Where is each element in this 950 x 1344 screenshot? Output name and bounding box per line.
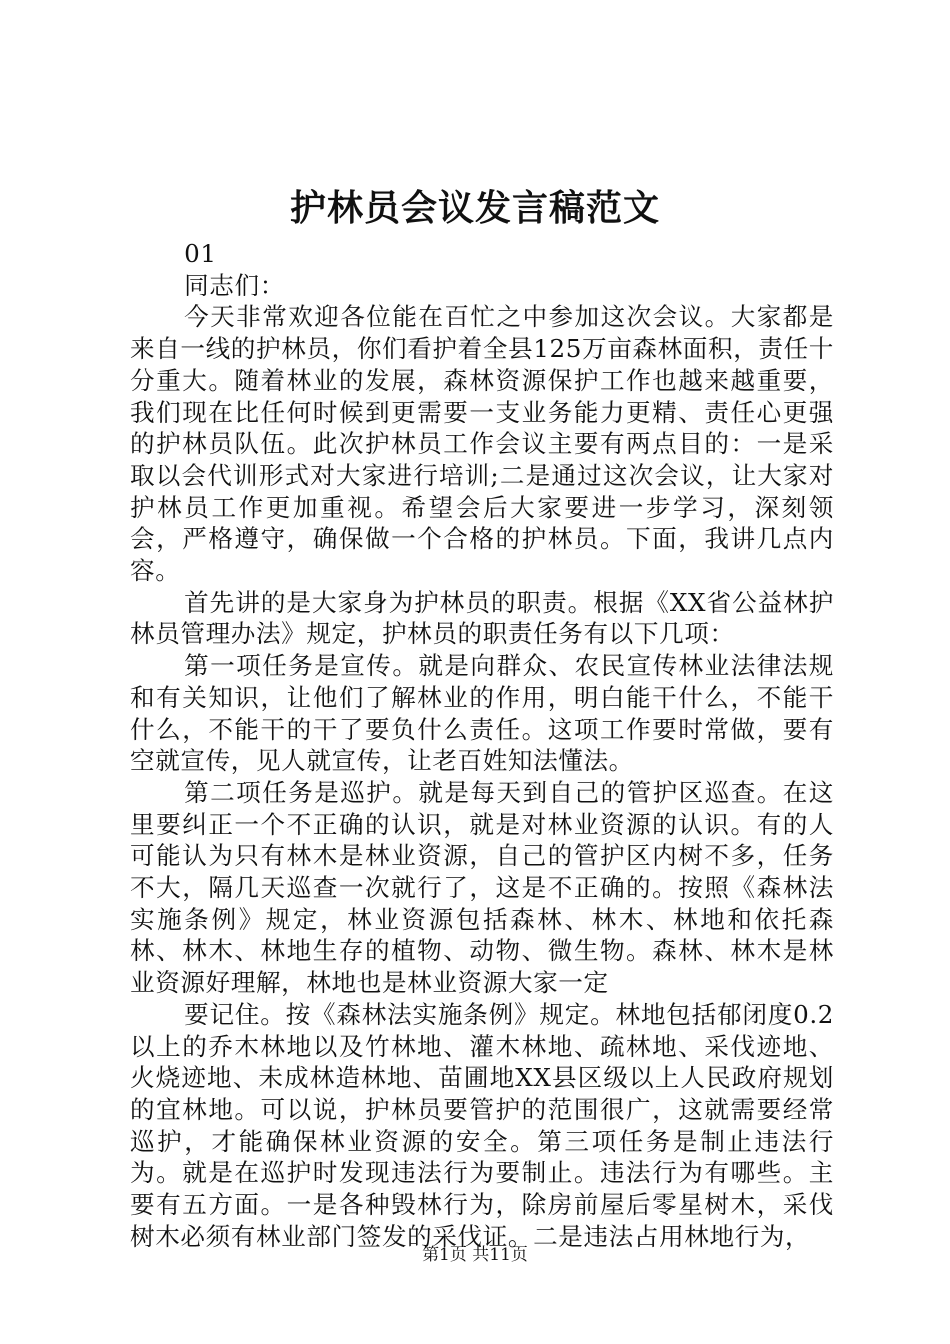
paragraph-4: 第二项任务是巡护。就是每天到自己的管护区巡查。在这里要纠正一个不正确的认识，就是对林业资源的认识。有的人可能认为只有林木是林业资源，自己的管护区内树不多，任务不大，隔几天巡查一次就行了，这是不正确的。按照《森林法实施条例》规定，林业资源包括森林、林木、林地和依托森林、林木、林地生存的植物、动物、微生物。森林、林木是林业资源好理解，林地也是林业资源大家一定 [130,777,834,998]
document-title: 护林员会议发言稿范文 [289,187,660,229]
paragraph-1: 今天非常欢迎各位能在百忙之中参加这次会议。大家都是来自一线的护林员，你们看护着全县125万亩森林面积，责任十分重大。随着林业的发展，森林资源保护工作也越来越重要，我们现在比任何时候到更需要一支业务能力更精、责任心更强的护林员队伍。此次护林员工作会议主要有两点目的：一是采取以会代训形式对大家进行培训;二是通过这次会议，让大家对护林员工作更加重视。希望会后大家要进一步学习，深刻领会，严格遵守，确保做一个合格的护林员。下面，我讲几点内容。 [130,302,834,586]
page-footer: 第1页 共11页 [422,1245,528,1265]
paragraph-5: 要记住。按《森林法实施条例》规定。林地包括郁闭度0.2以上的乔木林地以及竹林地、灌木林地、疏林地、采伐迹地、火烧迹地、未成林造林地、苗圃地XX县区级以上人民政府规划的宜林地。可以说，护林员要管护的范围很广，这就需要经常巡护，才能确保林业资源的安全。第三项任务是制止违法行为。就是在巡护时发现违法行为要制止。违法行为有哪些。主要有五方面。一是各种毁林行为，除房前屋后零星树木，采伐树木必须有林业部门签发的采伐证。二是违法占用林地行为， [130,999,834,1251]
paragraph-2: 首先讲的是大家身为护林员的职责。根据《XX省公益林护林员管理办法》规定，护林员的职责任务有以下几项： [130,587,834,649]
salutation: 同志们： [184,270,285,300]
section-number: 01 [184,239,217,268]
document-body [130,238,834,1253]
paragraph-3: 第一项任务是宣传。就是向群众、农民宣传林业法律法规和有关知识，让他们了解林业的作用，明白能干什么，不能干什么，不能干的干了要负什么责任。这项工作要时常做，要有空就宣传，见人就宣传，让老百姓知法懂法。 [130,651,834,776]
